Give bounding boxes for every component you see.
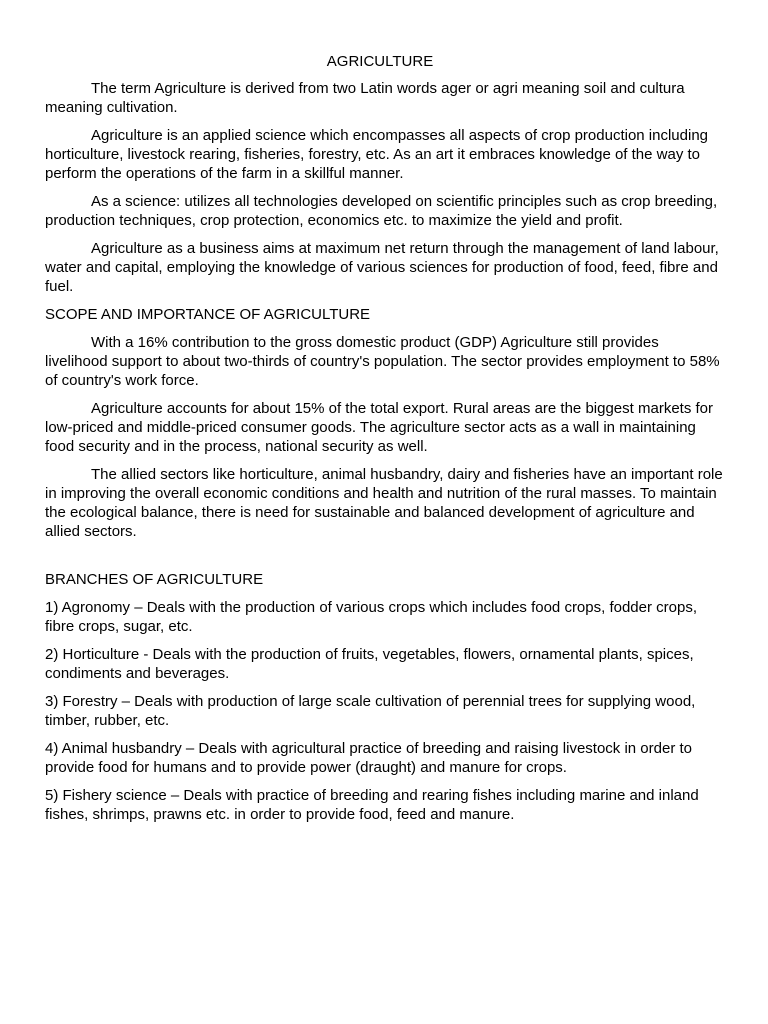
section-spacer bbox=[45, 550, 725, 570]
scope-paragraph-export: Agriculture accounts for about 15% of the total export. Rural areas are the biggest markets for low-priced and middle-priced consumer goods. The agriculture sector acts as a wall in maintaining food security and in the process, national security as well. bbox=[45, 400, 713, 455]
branches-heading: BRANCHES OF AGRICULTURE bbox=[45, 571, 264, 588]
branch-item-forestry: 3) Forestry – Deals with production of large scale cultivation of perennial trees for supplying wood, timber, rubber, etc. bbox=[45, 693, 696, 729]
intro-paragraph-as-business: Agriculture as a business aims at maximum net return through the management of land labour, water and capital, employing the knowledge of various sciences for production of food, feed, fibre and fuel. bbox=[45, 240, 719, 295]
branch-item-animal-husbandry: 4) Animal husbandry – Deals with agricultural practice of breeding and raising livestock in order to provide food for humans and to provide power (draught) and manure for crops. bbox=[45, 740, 692, 776]
document-title: AGRICULTURE bbox=[326, 53, 434, 70]
branch-item-horticulture: 2) Horticulture - Deals with the production of fruits, vegetables, flowers, ornamental plants, spices, condiments and beverages. bbox=[45, 646, 694, 682]
intro-paragraph-applied-science: Agriculture is an applied science which encompasses all aspects of crop production including horticulture, livestock rearing, fisheries, forestry, etc. As an art it embraces knowledge of the way to perform the operations of the farm in a skillful manner. bbox=[45, 127, 709, 182]
intro-paragraph-as-science: As a science: utilizes all technologies developed on scientific principles such as crop breeding, production techniques, crop protection, economics etc. to maximize the yield and profit. bbox=[45, 193, 718, 229]
document-page bbox=[45, 52, 725, 833]
branch-item-fishery-science: 5) Fishery science – Deals with practice of breeding and rearing fishes including marine and inland fishes, shrimps, prawns etc. in order to provide food, feed and manure. bbox=[45, 787, 699, 823]
intro-paragraph-etymology: The term Agriculture is derived from two Latin words ager or agri meaning soil and cultura meaning cultivation. bbox=[45, 80, 685, 116]
branch-item-agronomy: 1) Agronomy – Deals with the production of various crops which includes food crops, fodder crops, fibre crops, sugar, etc. bbox=[45, 599, 698, 635]
scope-heading: SCOPE AND IMPORTANCE OF AGRICULTURE bbox=[45, 306, 371, 323]
scope-paragraph-gdp: With a 16% contribution to the gross domestic product (GDP) Agriculture still provides livelihood support to about two-thirds of country's population. The sector provides employment to 58% of country's work force. bbox=[45, 334, 720, 389]
scope-paragraph-allied-sectors: The allied sectors like horticulture, animal husbandry, dairy and fisheries have an important role in improving the overall economic conditions and health and nutrition of the rural masses. To maintain the ecological balance, there is need for sustainable and balanced development of agriculture and allied sectors. bbox=[45, 466, 723, 540]
